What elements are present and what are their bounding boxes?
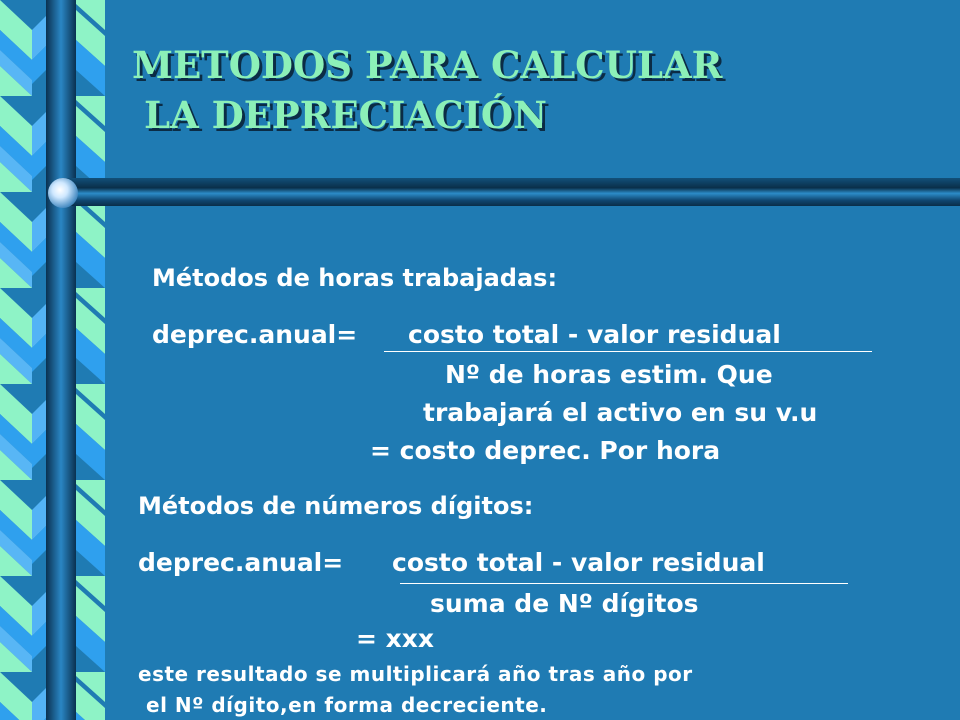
section2-heading: Métodos de números dígitos: xyxy=(138,492,534,520)
section2-note-line1: este resultado se multiplicará año tras año por xyxy=(138,662,693,686)
section1-fraction-line xyxy=(384,351,872,352)
section1-denominator-line2: trabajará el activo en su v.u xyxy=(423,398,818,427)
decorative-ribbon xyxy=(0,0,105,720)
title-line-2: LA DEPRECIACIÓN xyxy=(144,93,547,137)
section2-lhs: deprec.anual= xyxy=(138,548,344,577)
section2-numerator: costo total - valor residual xyxy=(392,548,765,577)
section2-result: = xxx xyxy=(356,624,435,653)
title-line-1: METODOS PARA CALCULAR xyxy=(132,43,723,87)
section1-lhs: deprec.anual= xyxy=(152,320,358,349)
section1-denominator-line1: Nº de horas estim. Que xyxy=(445,360,773,389)
section1-heading: Métodos de horas trabajadas: xyxy=(152,264,558,292)
section2-note-line2: el Nº dígito,en forma decreciente. xyxy=(146,693,548,717)
horizontal-divider-bar xyxy=(60,178,960,206)
section1-numerator: costo total - valor residual xyxy=(408,320,781,349)
section1-result: = costo deprec. Por hora xyxy=(370,436,721,465)
divider-knob xyxy=(48,178,78,208)
section2-fraction-line xyxy=(400,583,848,584)
slide-title xyxy=(132,40,722,140)
section2-denominator: suma de Nº dígitos xyxy=(430,589,699,618)
